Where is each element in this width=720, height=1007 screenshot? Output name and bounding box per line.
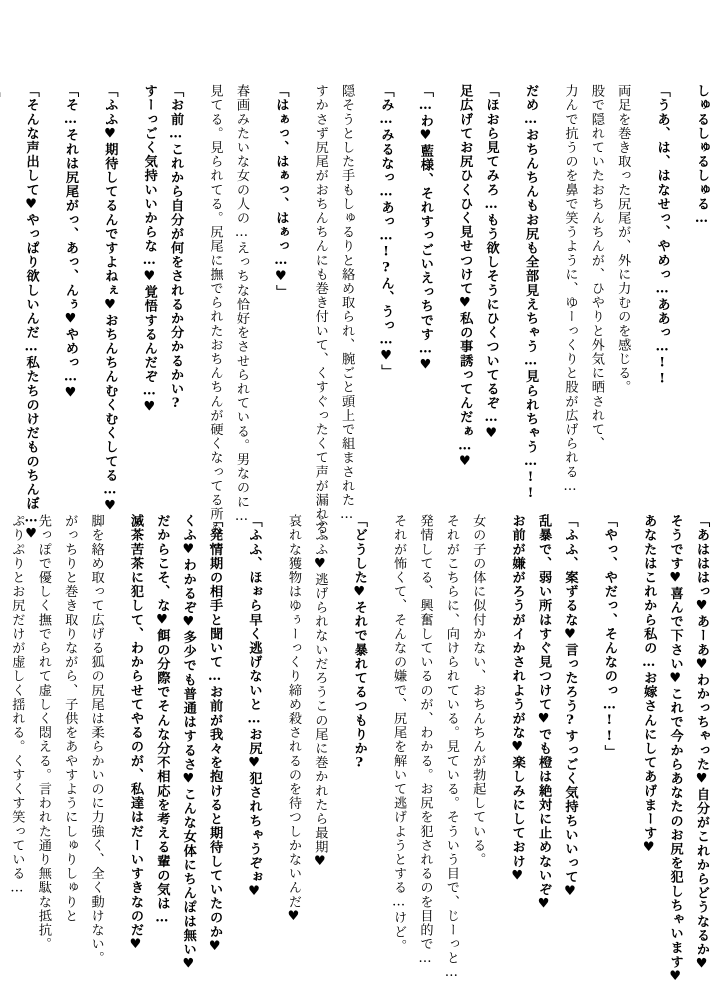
text-column: 股で隠れていたおちんちんが、ひやりと外気に晒されて、 [588,84,604,451]
paragraph [550,84,629,495]
text-column: 「…わ♥藍様、それすっごいえっちです…♥ [417,84,433,374]
text-column: それがこちらに、向けられている。見ている。そういう目で、じーっと… [443,514,459,982]
paragraph [497,514,576,912]
text-column: 乱暴で、弱い所はすぐ見つけて♥でも橙は絶対に止めないぞ♥ [536,514,552,913]
text-column: だめ…おちんちんもお尻も全部見えちゃう…見られちゃう…!! [523,84,539,502]
text-column: 足広げてお尻ひくひく見せつけて♥私の事誘ってんだぁ…♥ [457,84,473,471]
text-column: 「ふふ♥期待してるんですよねぇ♥おちんちんむくむくしてる…♥ [102,84,118,515]
text-column: 「はぁっ、はぁっ、はぁっ…♥」 [273,84,289,300]
paragraph [682,84,708,227]
paragraph [11,84,37,542]
text-column: 「どうした♥それで暴れてるつもりか? [351,514,367,772]
text-column: 「そ…それは尻尾がっ、あっ、んぅ♥やめっ…♥ [62,84,78,402]
text-column: 哀れな獲物はゆぅーっくり締め殺されるのを待つしかないんだ♥ [285,514,301,925]
text-column: がっちりと巻き取りながら、子供をあやすようにしゅりしゅりと [62,514,78,923]
paragraph [339,514,365,771]
text-column: 「ふふ、ほぉら早く逃げないと…お尻♥犯されちゃうぞぉ♥ [246,514,262,901]
paragraph [379,514,485,981]
text-column: 「ふふ、案ずるな♥言ったろう?すっごく気持ちいいって♥ [562,514,578,901]
text-column: 「やっ、やだっ、そんなのっ…!!」 [601,514,617,760]
text-block-upper [12,84,708,551]
text-block-lower [9,514,709,985]
paragraph [0,514,103,965]
paragraph [234,514,260,900]
text-column: ふふふ♥逃げられないだろうこの尾に巻かれたら最期♥ [312,514,328,871]
text-column: 「ほおら見てみろ…もう欲しそうにひくついてるぞ…♥ [483,84,499,442]
text-column: 発情してる、興奮しているのが、わかる。お尻を犯されるのを目的で… [417,514,433,967]
paragraph [589,514,615,759]
paragraph [366,84,392,379]
paragraph [445,84,498,470]
text-column: そうです♥喜んで下さい♥これで今からあなたのお尻を犯しちゃいます♥ [667,514,683,985]
text-column: 力んで抗うのを鼻で笑うように、ゆーっくりと股が広げられる… [562,84,578,495]
text-column: 「うあ、は、はなせっ、やめっ…ああっ…!! [654,84,670,388]
text-column: 春画みたいな女の人の…えっちな恰好をさせられている。男なのに… [233,84,249,525]
text-column: 「み…みるなっ…あっ…!?ん、うっ…♥」 [378,84,394,379]
paragraph [261,84,287,299]
text-column: すーっごく気持いいからな…♥覚悟するんだぞ…♥ [141,84,157,416]
text-column: 「お前…これから自分が何をされるか分かるかい? [168,84,184,412]
text-column: 隠そうとした手もしゅるりと絡め取られ、腕ごと頭上で組まされた… [339,84,355,523]
paragraph [195,84,248,551]
text-column: それが怖くて、そんなの嫌で、尻尾を解いて逃げようとする…けど。 [391,514,407,953]
paragraph [300,84,353,549]
text-column: 「あはははっ♥あーあ♥わかっちゃった♥自分がこれからどうなるか♥ [694,514,709,973]
paragraph [51,84,77,401]
text-column: くふ♥わかるぞ♥多少でも普通はするさ♥こんな女体にちんぽは無い♥ [180,514,196,973]
text-column: 女の子の体に似付かない、おちんちんが勃起している。 [470,514,486,867]
text-column: 「そんな声出して♥やっぱり欲しいんだ…私たちのけだものちんぼ…♥ [23,84,39,543]
text-column: ぷりぷりとお尻だけが虚しく揺れる。くすくす笑っている… [9,514,25,897]
text-column: 見てる。見られてる。尻尾に撫でられたおちんちんが硬くなってる所も… [207,84,223,552]
text-column: お前が嫌がろうがイかされようがな♥楽しみにしておけ♥ [509,514,525,885]
paragraph [274,514,327,925]
paragraph [129,84,182,416]
text-column: 滅茶苦茶に犯して、わからせてやるのが、私達はだーいすきなのだ♥ [127,514,143,953]
paragraph [629,514,708,985]
paragraph [642,84,668,387]
text-column: 脚を絡め取って広げる狐の尻尾は柔らかいのに力強く、全く動けない。 [88,514,104,966]
text-column: しゅるしゅるしゅる… [694,84,709,227]
text-column: だからこそ、な♥餌の分際でそんな分不相応を考える輩の気は… [154,514,170,927]
text-column: あなたはこれから私の…お嫁さんにしてあげまーす♥ [641,514,657,856]
paragraph [116,514,222,972]
text-column: 先っぽで優しく撫でられて虚しく悶える。言われた通り無駄な抵抗。 [35,514,51,952]
paragraph [511,84,537,502]
text-column: 「発情期の相手と聞いて…お前が我々を抱けると期待していたのか♥ [207,514,223,955]
paragraph [90,84,116,514]
paragraph [405,84,431,373]
text-column: 両足を巻き取った尻尾が、外に力むのを感じる。 [615,84,631,395]
text-column: すかさず尻尾がおちんちんにも巻き付いて、くすぐったくて声が漏れる。 [312,84,328,550]
